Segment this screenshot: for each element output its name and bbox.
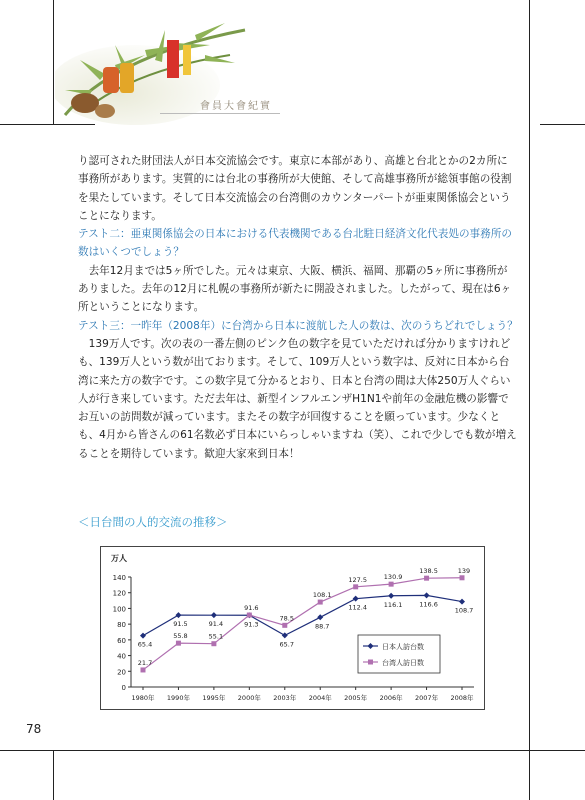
legend-label: 台湾人訪日数 (382, 659, 424, 667)
legend-box (358, 635, 440, 673)
y-tick-label: 140 (112, 574, 126, 582)
data-point-japan (282, 632, 288, 638)
answer-paragraph-2: 去年12月までは5ヶ所でした。元々は東京、大阪、横浜、福岡、那覇の5ヶ所に事務所がありました。去年の12月に札幌の事務所が新たに開設されました。したがって、現在は6ヶ所ということになります。 (78, 264, 512, 314)
data-point-taiwan (247, 613, 252, 618)
data-point-japan (388, 593, 394, 599)
crop-line-right-vertical (529, 0, 530, 800)
exchange-chart (100, 546, 485, 710)
data-label: 130.9 (383, 573, 403, 582)
x-tick-label: 2007年 (415, 694, 439, 702)
data-point-taiwan (353, 584, 358, 589)
data-label: 112.4 (348, 603, 367, 612)
chart-caption: ＜日台間の人的交流の推移＞ (78, 515, 228, 529)
crop-line-right-top-horizontal (540, 124, 585, 125)
header-divider (160, 113, 280, 114)
page-number: 78 (26, 722, 42, 736)
y-tick-label: 80 (117, 621, 126, 630)
data-label: 108.7 (454, 606, 474, 615)
crop-line-bottom-horizontal (0, 750, 585, 751)
data-label: 116.6 (419, 600, 438, 609)
x-tick-label: 2006年 (379, 694, 403, 702)
article-body (78, 152, 518, 463)
data-point-japan (211, 612, 217, 618)
data-point-japan (175, 612, 181, 618)
y-tick-label: 120 (112, 589, 126, 598)
data-point-japan (459, 599, 465, 605)
data-point-japan (353, 596, 359, 602)
y-tick-label: 60 (117, 636, 126, 645)
data-point-taiwan (318, 600, 323, 605)
legend-label: 日本人訪台数 (382, 643, 424, 651)
x-tick-label: 2004年 (308, 694, 332, 702)
data-label: 108.1 (312, 591, 332, 600)
data-label: 91.5 (173, 620, 188, 629)
crop-line-bottom-vertical (53, 750, 54, 800)
paragraph-continuation: り認可された財団法人が日本交流協会です。東京に本部があり、高雄と台北とかの2カ所に事務所があります。実質的には台北の事務所が大使館、そして高雄事務所が総領事館の役割を果たしています。そして日本交流協会の台湾側のカウンターパートが亜東関係協会ということになります。 (78, 155, 512, 222)
legend-marker (368, 660, 373, 665)
data-label: 88.7 (314, 622, 330, 631)
series-line-1 (143, 595, 462, 635)
data-label: 78.5 (279, 614, 295, 623)
data-label: 65.4 (137, 640, 153, 649)
data-point-taiwan (389, 582, 394, 587)
data-point-japan (140, 633, 146, 639)
data-label: 91.3 (244, 620, 259, 629)
x-tick-label: 1980年 (131, 694, 155, 702)
y-tick-label: 20 (117, 668, 126, 677)
data-label: 91.6 (244, 604, 259, 613)
data-label: 138.5 (419, 567, 438, 576)
data-label: 21.7 (137, 658, 153, 667)
section-title: 會員大會紀實 (200, 101, 272, 112)
data-label: 65.7 (279, 640, 295, 649)
y-tick-label: 0 (121, 684, 126, 692)
data-point-taiwan (282, 623, 287, 628)
data-point-japan (424, 592, 430, 598)
chart-svg (101, 547, 484, 709)
x-tick-label: 1995年 (202, 694, 226, 702)
data-point-taiwan (141, 667, 146, 672)
data-label: 55.8 (173, 632, 188, 641)
data-label: 127.5 (348, 575, 367, 584)
y-axis-unit-label: 万人 (111, 554, 127, 563)
data-point-taiwan (176, 641, 181, 646)
data-point-taiwan (460, 575, 465, 580)
quiz-question-3: テスト三：一昨年（2008年）に台湾から日本に渡航した人の数は、次のうちどれでしょう？ (78, 319, 518, 332)
crop-line-top-vertical (53, 0, 54, 124)
answer-paragraph-3: 139万人です。次の表の一番左側のピンク色の数字を見ていただければ分かりますけれども、139万人という数が出ております。そして、109万人という数字は、反対に日本から台湾に来た方の数字です。この数字見て分かるとおり、日本と台湾の間は大体250万人ぐらい人が行き来しています。ただ去年は、新型インフルエンザH1N1や前年の金融危機の影響でお互いの訪問数が減っています。またその数字が回復することを願っています。少なくとも、4月から皆さんの61名数必ず日本にいらっしゃいますね（笑）、これで少しでも数が増えることを期待しています。歓迎大家來到日本！ (78, 337, 517, 460)
y-tick-label: 100 (112, 605, 126, 614)
data-label: 139 (457, 566, 471, 575)
x-tick-label: 2000年 (237, 694, 261, 702)
data-point-japan (317, 614, 323, 620)
data-point-taiwan (211, 641, 216, 646)
quiz-question-2: テスト二：亜東関係協会の日本における代表機関である台北駐日経済文化代表処の事務所の数はいくつでしょう？ (78, 228, 512, 259)
data-label: 116.1 (383, 600, 403, 609)
x-tick-label: 2005年 (344, 694, 368, 702)
data-label: 91.4 (208, 620, 224, 629)
x-tick-label: 1990年 (166, 694, 190, 702)
x-tick-label: 2008年 (450, 694, 474, 702)
data-label: 55.1 (208, 632, 224, 641)
x-tick-label: 2003年 (273, 694, 297, 702)
data-point-taiwan (424, 576, 429, 581)
y-tick-label: 40 (117, 652, 126, 661)
